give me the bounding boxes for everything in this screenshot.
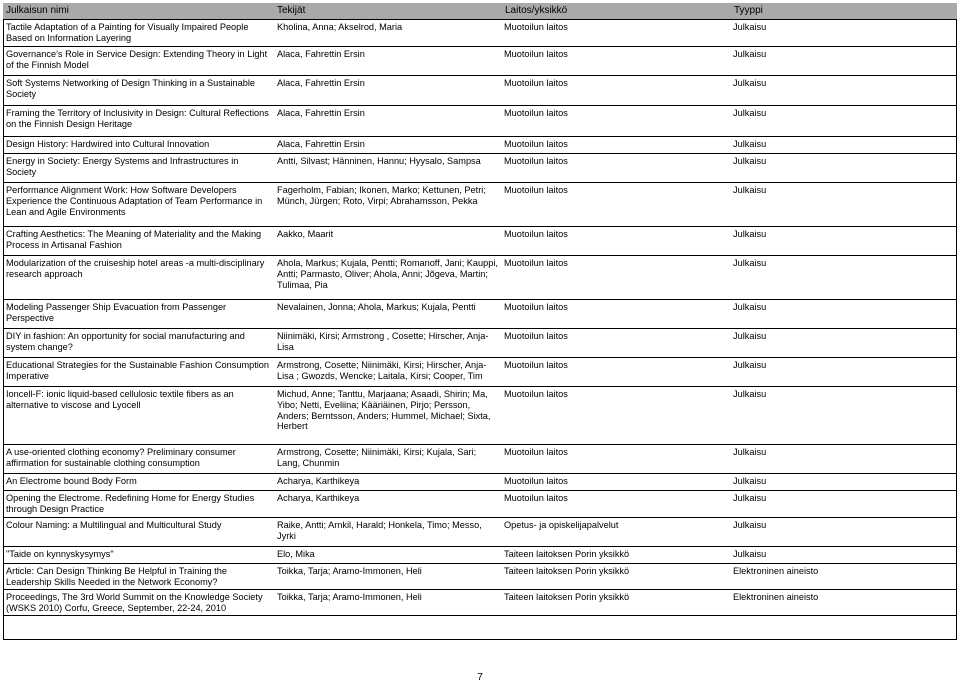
cell-title: Energy in Society: Energy Systems and Infrastructures in Society [3, 154, 274, 183]
table-row [3, 256, 957, 300]
cell-department: Taiteen laitoksen Porin yksikkö [502, 564, 731, 590]
cell-type: Julkaisu [731, 387, 957, 445]
cell-title: Opening the Electrome. Redefining Home for Energy Studies through Design Practice [3, 491, 274, 518]
table-row [3, 300, 957, 329]
cell-title: Design History: Hardwired into Cultural Innovation [3, 137, 274, 154]
table-row [3, 137, 957, 154]
cell-department: Muotoilun laitos [502, 106, 731, 137]
cell-type: Julkaisu [731, 547, 957, 564]
header-authors: Tekijät [274, 3, 502, 20]
cell-department: Muotoilun laitos [502, 183, 731, 227]
table-row [3, 518, 957, 547]
cell-department: Taiteen laitoksen Porin yksikkö [502, 547, 731, 564]
header-type: Tyyppi [731, 3, 957, 20]
cell-type: Julkaisu [731, 183, 957, 227]
table-row [3, 227, 957, 256]
cell-department: Muotoilun laitos [502, 137, 731, 154]
cell-title: Colour Naming: a Multilingual and Multicultural Study [3, 518, 274, 547]
table-row [3, 106, 957, 137]
cell-authors: Toikka, Tarja; Aramo-Immonen, Heli [274, 590, 502, 616]
cell-authors: Armstrong, Cosette; Niinimäki, Kirsi; Kujala, Sari; Lang, Chunmin [274, 445, 502, 474]
cell-department: Muotoilun laitos [502, 76, 731, 106]
cell-type: Julkaisu [731, 47, 957, 76]
cell-type: Julkaisu [731, 491, 957, 518]
cell-type: Julkaisu [731, 20, 957, 47]
cell-title: A use-oriented clothing economy? Preliminary consumer affirmation for sustainable clothing consumption [3, 445, 274, 474]
cell-authors: Raike, Antti; Arnkil, Harald; Honkela, Timo; Messo, Jyrki [274, 518, 502, 547]
cell-authors: Alaca, Fahrettin Ersin [274, 137, 502, 154]
cell-type: Julkaisu [731, 358, 957, 387]
cell-type: Julkaisu [731, 518, 957, 547]
cell-department: Muotoilun laitos [502, 445, 731, 474]
cell-authors: Michud, Anne; Tanttu, Marjaana; Asaadi, Shirin; Ma, Yibo; Netti, Eveliina; Kääriäinen, Pirjo; Persson, Anders; Berntsson, Anders; Hummel, Michael; Sixta, Herbert [274, 387, 502, 445]
table-row [3, 474, 957, 491]
cell-title: Modularization of the cruiseship hotel areas -a multi-disciplinary research approach [3, 256, 274, 300]
cell-type: Julkaisu [731, 256, 957, 300]
publications-table [3, 3, 957, 616]
cell-authors: Toikka, Tarja; Aramo-Immonen, Heli [274, 564, 502, 590]
cell-department: Muotoilun laitos [502, 256, 731, 300]
cell-type: Elektroninen aineisto [731, 590, 957, 616]
cell-title: Educational Strategies for the Sustainable Fashion Consumption Imperative [3, 358, 274, 387]
cell-type: Julkaisu [731, 76, 957, 106]
cell-department: Muotoilun laitos [502, 474, 731, 491]
cell-department: Muotoilun laitos [502, 300, 731, 329]
cell-authors: Elo, Mika [274, 547, 502, 564]
cell-title: Modeling Passenger Ship Evacuation from Passenger Perspective [3, 300, 274, 329]
cell-authors: Fagerholm, Fabian; Ikonen, Marko; Kettunen, Petri; Münch, Jürgen; Roto, Virpi; Abrahamsson, Pekka [274, 183, 502, 227]
cell-authors: Acharya, Karthikeya [274, 474, 502, 491]
table-row [3, 387, 957, 445]
cell-authors: Armstrong, Cosette; Niinimäki, Kirsi; Hirscher, Anja-Lisa ; Gwozds, Wencke; Laitala, Kirsi; Cooper, Tim [274, 358, 502, 387]
cell-authors: Kholina, Anna; Akselrod, Maria [274, 20, 502, 47]
cell-department: Muotoilun laitos [502, 20, 731, 47]
cell-title: An Electrome bound Body Form [3, 474, 274, 491]
cell-type: Julkaisu [731, 106, 957, 137]
cell-title: Ioncell-F: ionic liquid-based cellulosic textile fibers as an alternative to viscose and Lyocell [3, 387, 274, 445]
cell-authors: Ahola, Markus; Kujala, Pentti; Romanoff, Jani; Kauppi, Antti; Parmasto, Oliver; Ahola, Anni; Jõgeva, Martin; Tulimaa, Pia [274, 256, 502, 300]
table-row [3, 564, 957, 590]
cell-authors: Acharya, Karthikeya [274, 491, 502, 518]
page-number: 7 [477, 672, 483, 683]
cell-department: Muotoilun laitos [502, 491, 731, 518]
table-row [3, 358, 957, 387]
cell-type: Julkaisu [731, 474, 957, 491]
cell-department: Muotoilun laitos [502, 227, 731, 256]
header-department: Laitos/yksikkö [502, 3, 731, 20]
cell-department: Muotoilun laitos [502, 358, 731, 387]
table-header-row [3, 3, 957, 20]
cell-authors: Alaca, Fahrettin Ersin [274, 47, 502, 76]
cell-authors: Nevalainen, Jonna; Ahola, Markus; Kujala, Pentti [274, 300, 502, 329]
cell-title: Proceedings, The 3rd World Summit on the Knowledge Society (WSKS 2010) Corfu, Greece, September, 22-24, 2010 [3, 590, 274, 616]
table-row [3, 590, 957, 616]
table-row [3, 445, 957, 474]
cell-department: Opetus- ja opiskelijapalvelut [502, 518, 731, 547]
cell-type: Julkaisu [731, 445, 957, 474]
cell-type: Julkaisu [731, 300, 957, 329]
cell-title: DIY in fashion: An opportunity for social manufacturing and system change? [3, 329, 274, 358]
cell-type: Julkaisu [731, 329, 957, 358]
header-title: Julkaisun nimi [3, 3, 274, 20]
cell-title: Tactile Adaptation of a Painting for Visually Impaired People Based on Information Layering [3, 20, 274, 47]
cell-type: Julkaisu [731, 137, 957, 154]
cell-authors: Antti, Silvast; Hänninen, Hannu; Hyysalo, Sampsa [274, 154, 502, 183]
cell-title: Performance Alignment Work: How Software Developers Experience the Continuous Adaptation of Team Performance in Lean and Agile Environments [3, 183, 274, 227]
cell-type: Julkaisu [731, 154, 957, 183]
cell-type: Julkaisu [731, 227, 957, 256]
cell-authors: Alaca, Fahrettin Ersin [274, 106, 502, 137]
table-row [3, 76, 957, 106]
cell-department: Taiteen laitoksen Porin yksikkö [502, 590, 731, 616]
cell-title: Crafting Aesthetics: The Meaning of Materiality and the Making Process in Artisanal Fashion [3, 227, 274, 256]
cell-department: Muotoilun laitos [502, 47, 731, 76]
cell-title: Soft Systems Networking of Design Thinking in a Sustainable Society [3, 76, 274, 106]
table-row [3, 329, 957, 358]
table-row [3, 47, 957, 76]
cell-title: Governance’s Role in Service Design: Extending Theory in Light of the Finnish Model [3, 47, 274, 76]
cell-department: Muotoilun laitos [502, 387, 731, 445]
cell-authors: Niinimäki, Kirsi; Armstrong , Cosette; Hirscher, Anja-Lisa [274, 329, 502, 358]
table-row [3, 183, 957, 227]
table-row [3, 154, 957, 183]
cell-authors: Alaca, Fahrettin Ersin [274, 76, 502, 106]
cell-department: Muotoilun laitos [502, 329, 731, 358]
cell-authors: Aakko, Maarit [274, 227, 502, 256]
cell-type: Elektroninen aineisto [731, 564, 957, 590]
table-row [3, 491, 957, 518]
cell-title: Article: Can Design Thinking Be Helpful in Training the Leadership Skills Needed in the Network Economy? [3, 564, 274, 590]
cell-title: Framing the Territory of Inclusivity in Design: Cultural Reflections on the Finnish Design Heritage [3, 106, 274, 137]
table-row [3, 547, 957, 564]
cell-department: Muotoilun laitos [502, 154, 731, 183]
table-row [3, 20, 957, 47]
cell-title: "Taide on kynnyskysymys" [3, 547, 274, 564]
